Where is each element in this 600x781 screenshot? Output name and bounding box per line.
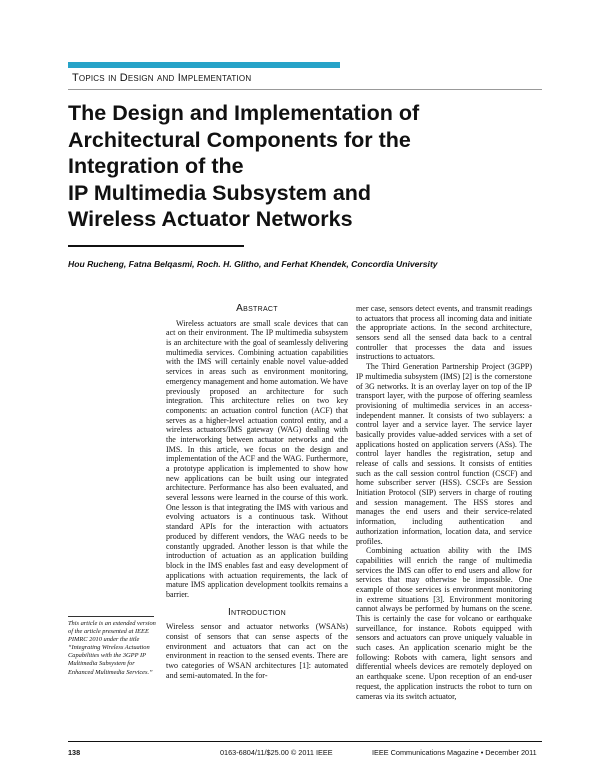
copyright-code: 0163-6804/11/$25.00 © 2011 IEEE <box>220 748 333 757</box>
footer-rule <box>68 741 542 742</box>
section-divider <box>68 89 542 90</box>
introduction-paragraph: Wireless sensor and actuator networks (WSANs) consist of sensors that can sense aspects of the environment and actuators that can act on the environment in reaction to the sensed events. There are two categories of WSAN architectures [1]: automated and semi-automated. In the for- <box>166 622 348 680</box>
sidenote-rule <box>68 616 154 617</box>
page-number: 138 <box>68 748 81 757</box>
title-line: IP Multimedia Subsystem and <box>68 180 372 205</box>
title-rule <box>68 245 244 247</box>
magazine-issue: IEEE Communications Magazine • December 2011 <box>372 748 537 757</box>
title-line: Wireless Actuator Networks <box>68 207 353 231</box>
body-paragraph: Combining actuation ability with the IMS capabilities will enrich the range of multimedia services the IMS can offer to end users and allow for services that may otherwise be impossible. One example of those services is environment monitoring in extreme situations [3]. Environment monitoring cannot always be performed by humans on the scene. This is certainly the case for volcano or earthquake surveillance, for instance. Robots equipped with sensors and actuators can prove uniquely valuable in such cases. An application scenario might be the following: Robots with camera, light sensors and differential wheels devices are remotely deployed on an earthquake scene. Upon reception of an end-user request, the application instructs the robot to turn on cameras via its switch actuator, <box>356 546 532 701</box>
middle-column <box>166 304 348 680</box>
section-tag: Topics in Design and Implementation <box>72 72 252 84</box>
body-paragraph: The Third Generation Partnership Project (3GPP) IP multimedia subsystem (IMS) [2] is the cornerstone of 3G networks. It is an overlay layer on top of the IP transport layer, with the purpose of offering seamless provisioning of multimedia services in an access-independent manner. It consists of two sublayers: a control layer and a service layer. The service layer basically provides value-added services with a set of applications hosted on application servers (ASs). The control layer handles the registration, setup and release of calls and sessions. It consists of entities such as the call session control function (CSCF) and home subscriber server (HSS). CSCFs are Session Initiation Protocol (SIP) servers in charge of routing and session management. The HSS stores and manages the end users and their service-related information, including authentication and authorization information, location data, and service profiles. <box>356 362 532 546</box>
right-column <box>356 304 532 701</box>
body-paragraph: mer case, sensors detect events, and transmit readings to actuators that process all incoming data and initiate the appropriate actions. In the second architecture, sensors send all the sensed data back to a central controller that processes the data and issues instructions to actuators. <box>356 304 532 362</box>
title-line: Integration of the <box>68 154 244 178</box>
sidenote: This article is an extended version of the article presented at IEEE PIMRC 2010 under the title “Integrating Wireless Actuation Capabilities with the 3GPP IP Multimedia Subsystem for Enhanced Multimedia Services.” <box>68 620 156 676</box>
title-line: The Design and Implementation of <box>68 101 420 125</box>
article-title <box>68 100 548 233</box>
author-line: Hou Rucheng, Fatna Belqasmi, Roch. H. Glitho, and Ferhat Khendek, Concordia University <box>68 259 438 269</box>
abstract-heading: Abstract <box>236 303 278 314</box>
title-line: Architectural Components for the <box>68 127 411 152</box>
abstract-text: Wireless actuators are small scale devices that can act on their environment. The IP multimedia subsystem is an architecture with the goal of seamlessly delivering multimedia services. Combining actuation capabilities with the IMS will certainly enable novel value-added services in areas such as environment monitoring, emergency management and home automation. We have previously proposed an architecture for such integration. This architecture relies on two key components: an actuation control function (ACF) that serves as a higher-level actuation control entity, and a wireless actuators/IMS gateway (WAG) dealing with the interworking between actuator networks and the IMS. In this article, we focus on the design and implementation of the ACF and the WAG. Furthermore, a prototype application is implemented to show how new applications can be built using our integrated architecture. Performance has also been evaluated, and several lessons were learned in the course of this work. One lesson is that integrating the IMS with various and evolving actuators is a continuous task. Without standard APIs for the interaction with actuators produced by different vendors, the WAG needs to be constantly upgraded. Another lesson is that while the introduction of actuation as an application building block in the IMS enables fast and easy development of applications with actuation requirements, the lack of mature IMS application development toolkits remains a barrier. <box>166 318 348 599</box>
introduction-heading: Introduction <box>227 606 287 618</box>
section-accent-bar <box>68 62 340 68</box>
